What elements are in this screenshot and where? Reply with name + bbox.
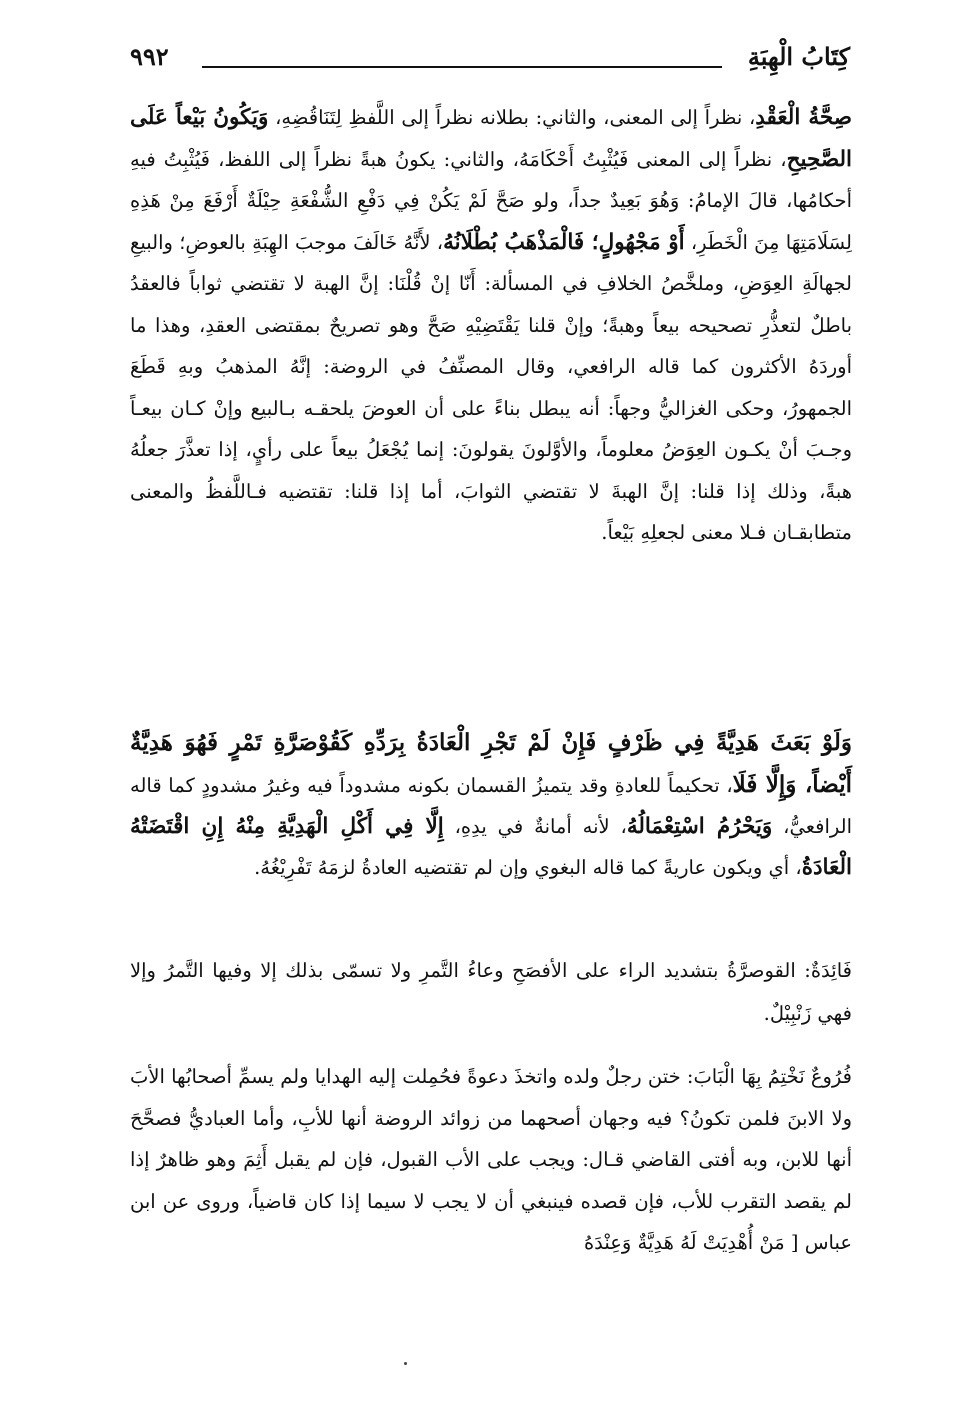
sharh-text: ، نظراً إلى المعنى، والثاني: بطلانه نظراً إلى اللَّفظِ لِتَنَاقُضِهِ، [268, 106, 756, 129]
sharh-text: : القوصرَّةُ بتشديد الراء على الأفصَحِ وعاءُ التَّمرِ ولا تسمّى بذلك إلا وفيها التَّمرُ وإلا فهي زَنْبِيْلٌ. [130, 959, 852, 1025]
sharh-text: ، لأنه أمانةٌ في يدِهِ، [443, 815, 627, 838]
paragraph-faida [130, 949, 852, 1035]
hadith-text: مَنْ أُهْدِيَتْ لَهُ هَدِيَّةٌ وَعِنْدَهُ [583, 1231, 785, 1254]
sharh-text: ، تحكيماً للعادةِ وقد يتميزُ القسمان بكونه مشدوداً فيه وغيرُ مشدودٍ كما قاله الرافعيُّ، [130, 774, 852, 838]
paragraph-text [130, 97, 852, 554]
paragraph-furu [130, 1056, 852, 1264]
matn-text: وَيَكُونُ بَيْعاً عَلَى الصَّحِيحِ [130, 105, 852, 172]
sharh-text: : ختن رجلٌ ولده واتخذَ دعوةً فحُمِلت إليه الهدايا ولم يسمِّ أصحابُها الأبَ ولا الابنَ فلمن تكونُ؟ فيه وجهان أصحهما من زوائد الروضة أنها للأبِ، وأما العباديُّ فصحَّحَ أنها للابن، وبه أفتى القاضي قـال: ويجب على الأب القبول، فإن لم يقبل أَثِمَ وهو ظاهرٌ إذا لم يقصد التقرب للأب، فإن قصده فينبغي أن لا يجب لا سيما إذا كان قاضياً، وروى عن ابن عباس [ [130, 1065, 852, 1254]
sharh-text: ، أي ويكون عاريةً كما قاله البغوي وإن لم تقتضيه العادةُ لزمَهُ تَفْرِيْغُهُ. [254, 856, 802, 879]
sharh-text: ، لأَنَّهُ خَالَفَ موجبَ الهِبَةِ بالعوضِ؛ والبيعِ لجهالَةِ العِوَضِ، وملخَّصُ الخلافِ في المسألة: أَنّا إنْ قُلْنَا: إنَّ الهبة لا تقتضي ثواباً فالعقدُ باطلٌ لتعذُّرِ تصحيحه بيعاً وهبةً؛ وإنْ قلنا يَقْتَضِيْهِ صَحَّ وهو تصريحٌ بمقتضى العقدِ، وهذا ما أوردَهُ الأكثرون كما قاله الرافعي، وقال المصنِّفُ في الروضة: إنَّهُ المذهبُ وبهِ قَطَعَ الجمهورُ، وحكى الغزاليُّ وجهاً: أنه يبطل بناءً على أن العوضَ يلحقـه بـالبيع وإنْ كـان بيعـاً وجـبَ أنْ يكـون العِوَضُ معلوماً، والأوَّلونَ يقولونَ: إنما يُجْعَلُ بيعاً على رأيٍ، إذا تعذَّرَ جعلُهُ هبةً، وذلك إذا قلنا: إنَّ الهبةَ لا تقتضي الثوابَ، أما إذا قلنا: تقتضيه فـاللَّفظُ والمعنى متطابقـان فـلا معنى لجعلِهِ بَيْعاً. [130, 230, 852, 544]
sharh-text: ، نظراً إلى المعنى فَيُثْبِتُ أَحْكَامَهُ، والثاني: يكونُ هبةً نظراً إلى اللفظ، فَيُثْبِتُ فيهِ أحكامُها، قالَ الإمامُ: وَهُوَ بَعِيدٌ جداً، ولو صَحَّ لَمْ يَكُنْ فِي دَفْعِ الشُّفْعَةِ حِيْلَةٌ أَرْفَعَ مِنْ هَذِهِ لِسَلَامَتِهَا مِنَ الْخَطَرِ، [130, 147, 852, 254]
chapter-title: كِتَابُ الْهِبَةِ [747, 42, 850, 71]
matn-text: وَيَحْرُمُ اسْتِعْمَالُهُ [626, 814, 773, 839]
header-rule [202, 66, 722, 68]
paragraph-text [130, 949, 852, 1035]
page-number: ٩٩٢ [130, 42, 169, 71]
matn-text: صِحَّةُ الْعَقْدِ [755, 105, 852, 130]
paragraph-gift-container [130, 722, 852, 888]
faida-heading: فَائِدَةٌ [810, 959, 852, 982]
paragraph-text [130, 722, 852, 888]
matn-text: إِلَّا فِي أَكْلِ الْهَدِيَّةِ مِنْهُ إِنِ اقْتَضَتْهُ الْعَادَةُ [130, 814, 852, 880]
scan-speck [404, 1362, 407, 1365]
page-header [130, 42, 850, 72]
paragraph-commentary-1 [130, 97, 852, 554]
paragraph-text [130, 1056, 852, 1264]
matn-text: أَوْ مَجْهُولٍ؛ فَالْمَذْهَبُ بُطْلَانُهُ [443, 229, 685, 255]
furu-heading: فُرُوعٌ نَخْتِمُ بِهَا الْبَابَ [693, 1065, 852, 1088]
matn-text: وَلَوْ بَعَثَ هَدِيَّةً فِي ظَرْفٍ فَإِنْ لَمْ تَجْرِ الْعَادَةُ بِرَدِّهِ كَقُوْصَرَّةِ تَمْرٍ فَهُوَ هَدِيَّةٌ أَيْضاً، وَإِلَّا فَلَا [130, 729, 853, 798]
